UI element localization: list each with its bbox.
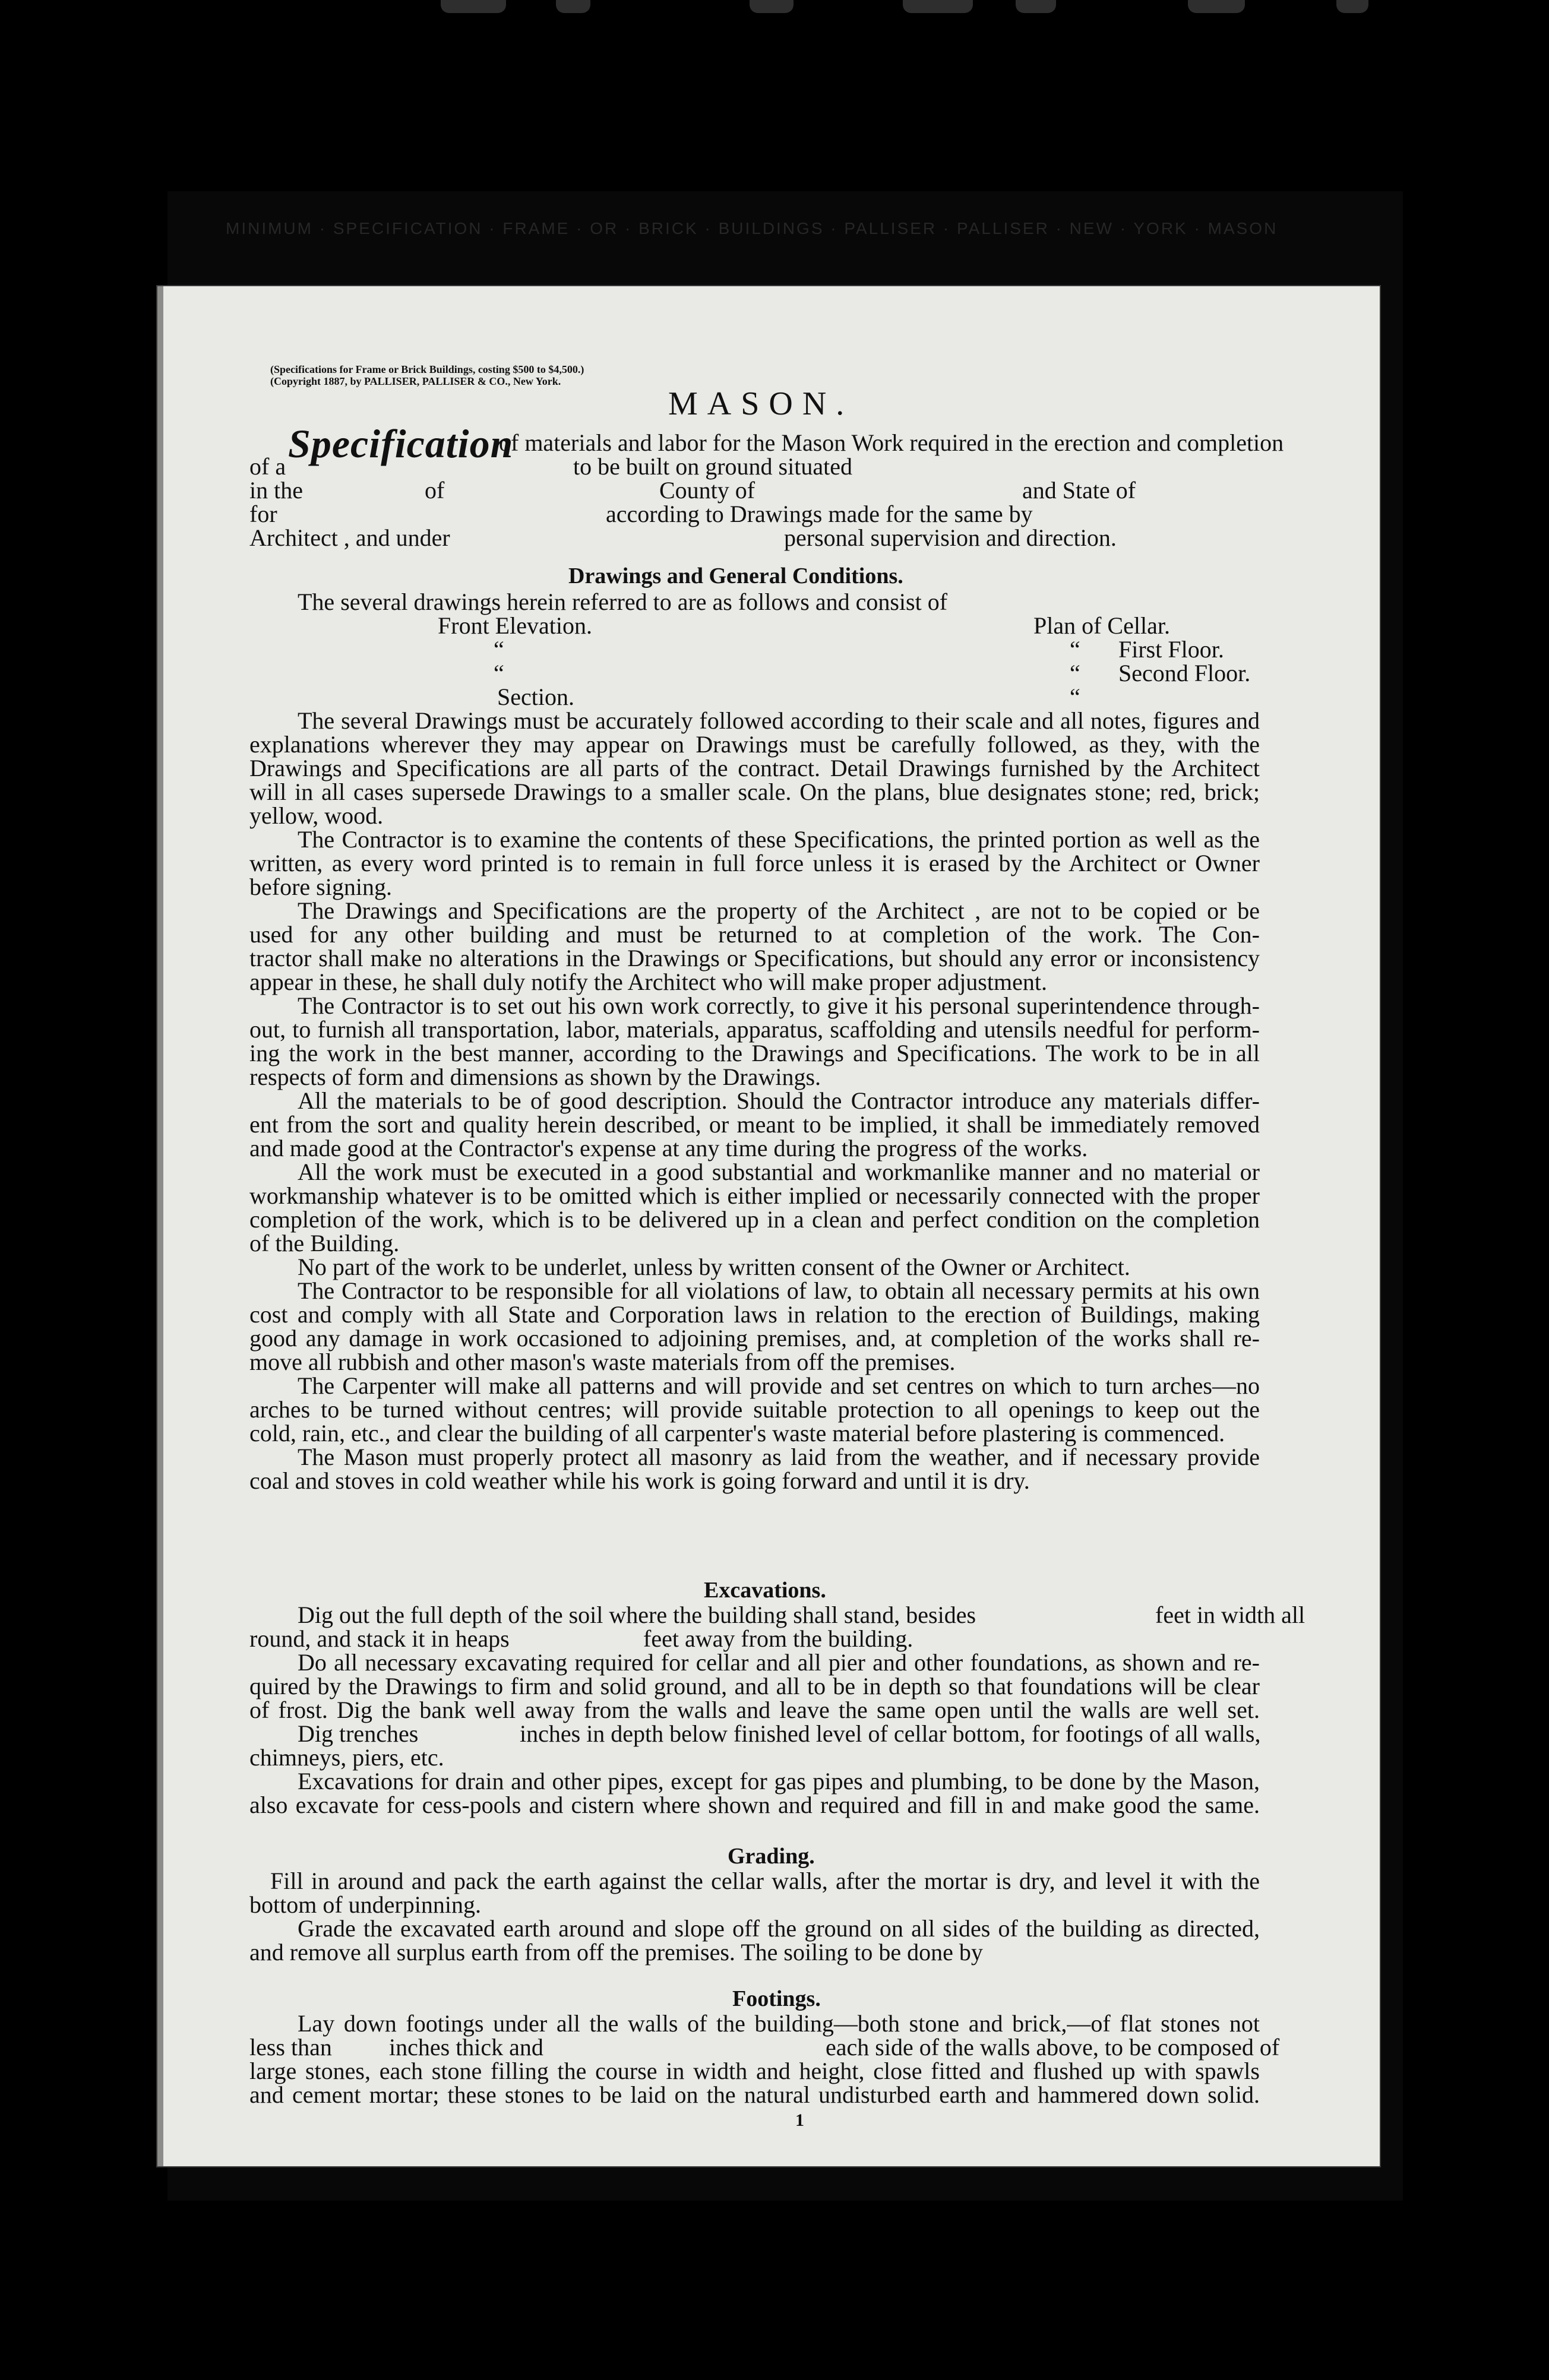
drawings-line: First Floor.: [1118, 636, 1224, 663]
copyright-line: (Specifications for Frame or Brick Buildings, costing $500 to $4,500.): [270, 363, 584, 375]
drawings-line: Plan of Cellar.: [1033, 612, 1170, 639]
general-conditions-line: ing the work in the best manner, according to the Drawings and Specifications. The work to be in all: [249, 1040, 1260, 1066]
general-conditions-line: ent from the sort and quality herein described, or meant to be implied, it shall be immediately removed: [249, 1111, 1260, 1138]
drawings-line: “: [494, 636, 504, 663]
grading-line: and remove all surplus earth from off the premises. The soiling to be done by: [249, 1939, 983, 1966]
general-conditions-line: The several Drawings must be accurately followed according to their scale and all notes, figures and: [298, 707, 1260, 734]
intro-line: according to Drawings made for the same by: [606, 501, 1033, 527]
general-conditions-line: move all rubbish and other mason's waste materials from off the premises.: [249, 1349, 956, 1375]
footings-line: each side of the walls above, to be composed of: [826, 2034, 1280, 2061]
grading-line: Grade the excavated earth around and slope off the ground on all sides of the building as directed,: [298, 1915, 1260, 1942]
intro-line: Architect , and under: [249, 524, 450, 551]
film-top-edge: [0, 0, 1549, 24]
excavations-line: feet away from the building.: [643, 1625, 913, 1652]
general-conditions-line: cold, rain, etc., and clear the building of all carpenter's waste material before plastering is commenced.: [249, 1420, 1225, 1447]
general-conditions-line: The Contractor is to examine the contents of these Specifications, the printed portion as well as the: [298, 826, 1260, 853]
general-conditions-line: will in all cases supersede Drawings to a smaller scale. On the plans, blue designates stone; red, brick;: [249, 778, 1260, 805]
excavations-line: Excavations for drain and other pipes, except for gas pipes and plumbing, to be done by the Mason,: [298, 1768, 1260, 1795]
drawings-line: The several drawings herein referred to are as follows and consist of: [298, 588, 948, 615]
general-conditions-line: All the work must be executed in a good substantial and workmanlike manner and no material or: [298, 1159, 1260, 1185]
drawings-line: Section.: [497, 683, 574, 710]
general-conditions-line: respects of form and dimensions as shown by the Drawings.: [249, 1064, 821, 1090]
general-conditions-line: before signing.: [249, 873, 392, 900]
section-heading: Drawings and General Conditions.: [568, 564, 903, 588]
specification-heading: Specification: [288, 421, 514, 466]
drawings-line: Second Floor.: [1118, 660, 1251, 686]
general-conditions-line: cost and comply with all State and Corporation laws in relation to the erection of Buildings, making: [249, 1301, 1260, 1328]
excavations-line: Do all necessary excavating required for cellar and all pier and other foundations, as shown and re-: [298, 1649, 1260, 1676]
excavations-line: inches in depth below finished level of cellar bottom, for footings of all walls,: [520, 1720, 1261, 1747]
excavations-line: Dig out the full depth of the soil where the building shall stand, besides: [298, 1602, 976, 1628]
section-heading: Excavations.: [704, 1578, 826, 1603]
copyright-line: (Copyright 1887, by PALLISER, PALLISER & CO., New York.: [270, 375, 561, 387]
page-number: 1: [795, 2110, 804, 2130]
intro-line: personal supervision and direction.: [784, 524, 1117, 551]
excavations-line: also excavate for cess-pools and cistern where shown and required and fill in and make good the same.: [249, 1792, 1260, 1818]
general-conditions-line: of the Building.: [249, 1230, 400, 1257]
excavations-line: round, and stack it in heaps: [249, 1625, 510, 1652]
excavations-line: chimneys, piers, etc.: [249, 1744, 444, 1771]
footings-line: less than: [249, 2034, 332, 2061]
general-conditions-line: No part of the work to be underlet, unless by written consent of the Owner or Architect.: [298, 1254, 1130, 1280]
general-conditions-line: coal and stoves in cold weather while his work is going forward and until it is dry.: [249, 1467, 1030, 1494]
excavations-line: of frost. Dig the bank well away from the walls and leave the same open until the walls are well set.: [249, 1697, 1260, 1723]
general-conditions-line: used for any other building and must be returned to at completion of the work. The Con-: [249, 921, 1260, 948]
footings-line: and cement mortar; these stones to be laid on the natural undisturbed earth and hammered down solid.: [249, 2081, 1260, 2108]
footings-line: Lay down footings under all the walls of the building—both stone and brick,—of flat stones not: [298, 2010, 1260, 2037]
general-conditions-line: The Contractor is to set out his own work correctly, to give it his personal superintendence through-: [298, 992, 1260, 1019]
page-edge: [157, 286, 163, 2166]
general-conditions-line: workmanship whatever is to be omitted which is either implied or necessarily connected with the proper: [249, 1182, 1260, 1209]
general-conditions-line: All the materials to be of good description. Should the Contractor introduce any materials differ-: [298, 1087, 1260, 1114]
bleed-through-text: MINIMUM · SPECIFICATION · FRAME · OR · BRICK · BUILDINGS · PALLISER · PALLISER · NEW · YORK · MASON: [226, 220, 1278, 238]
general-conditions-line: tractor shall make no alterations in the Drawings or Specifications, but should any error or inconsistency: [249, 945, 1260, 971]
footings-line: large stones, each stone filling the course in width and height, close fitted and flushed up with spawls: [249, 2058, 1260, 2084]
drawings-line: “: [1070, 636, 1080, 663]
intro-line: of a: [249, 453, 286, 480]
general-conditions-line: yellow, wood.: [249, 802, 384, 829]
general-conditions-line: appear in these, he shall duly notify the Architect who will make proper adjustment.: [249, 969, 1047, 995]
general-conditions-line: out, to furnish all transportation, labor, materials, apparatus, scaffolding and utensils needful for perform-: [249, 1016, 1260, 1043]
general-conditions-line: written, as every word printed is to remain in full force unless it is erased by the Architect or Owner: [249, 850, 1260, 876]
general-conditions-line: arches to be turned without centres; will provide suitable protection to all openings to keep out the: [249, 1396, 1260, 1423]
excavations-line: quired by the Drawings to firm and solid ground, and all to be in depth so that foundations will be clear: [249, 1673, 1260, 1699]
section-heading: Grading.: [728, 1844, 815, 1869]
document-title: MASON.: [668, 385, 854, 422]
section-heading: Footings.: [732, 1986, 821, 2011]
drawings-line: “: [1070, 683, 1080, 710]
general-conditions-line: The Mason must properly protect all masonry as laid from the weather, and if necessary provide: [298, 1444, 1260, 1470]
intro-line: County of: [659, 477, 755, 504]
general-conditions-line: good any damage in work occasioned to adjoining premises, and, at completion of the works shall re-: [249, 1325, 1260, 1352]
intro-line: of materials and labor for the Mason Work required in the erection and completion: [499, 429, 1284, 456]
intro-line: in the: [249, 477, 303, 504]
grading-line: bottom of underpinning.: [249, 1891, 481, 1918]
general-conditions-line: completion of the work, which is to be delivered up in a clean and perfect condition on the completion: [249, 1206, 1260, 1233]
drawings-line: Front Elevation.: [438, 612, 592, 639]
intro-line: of: [425, 477, 445, 504]
intro-line: to be built on ground situated: [573, 453, 852, 480]
general-conditions-line: explanations wherever they may appear on Drawings must be carefully followed, as they, with the: [249, 731, 1260, 758]
intro-line: and State of: [1022, 477, 1136, 504]
intro-line: for: [249, 501, 277, 527]
general-conditions-line: Drawings and Specifications are all parts of the contract. Detail Drawings furnished by the Architect: [249, 755, 1260, 781]
general-conditions-line: The Carpenter will make all patterns and will provide and set centres on which to turn arches—no: [298, 1372, 1260, 1399]
general-conditions-line: The Contractor to be responsible for all violations of law, to obtain all necessary permits at his own: [298, 1277, 1260, 1304]
grading-line: Fill in around and pack the earth against the cellar walls, after the mortar is dry, and level it with the: [270, 1868, 1260, 1894]
general-conditions-line: The Drawings and Specifications are the property of the Architect , are not to be copied or be: [298, 897, 1260, 924]
drawings-line: “: [1070, 660, 1080, 686]
document-page: [157, 286, 1380, 2166]
drawings-line: “: [494, 660, 504, 686]
excavations-line: feet in width all: [1155, 1602, 1305, 1628]
footings-line: inches thick and: [389, 2034, 543, 2061]
excavations-line: Dig trenches: [298, 1720, 419, 1747]
general-conditions-line: and made good at the Contractor's expense at any time during the progress of the works.: [249, 1135, 1088, 1161]
